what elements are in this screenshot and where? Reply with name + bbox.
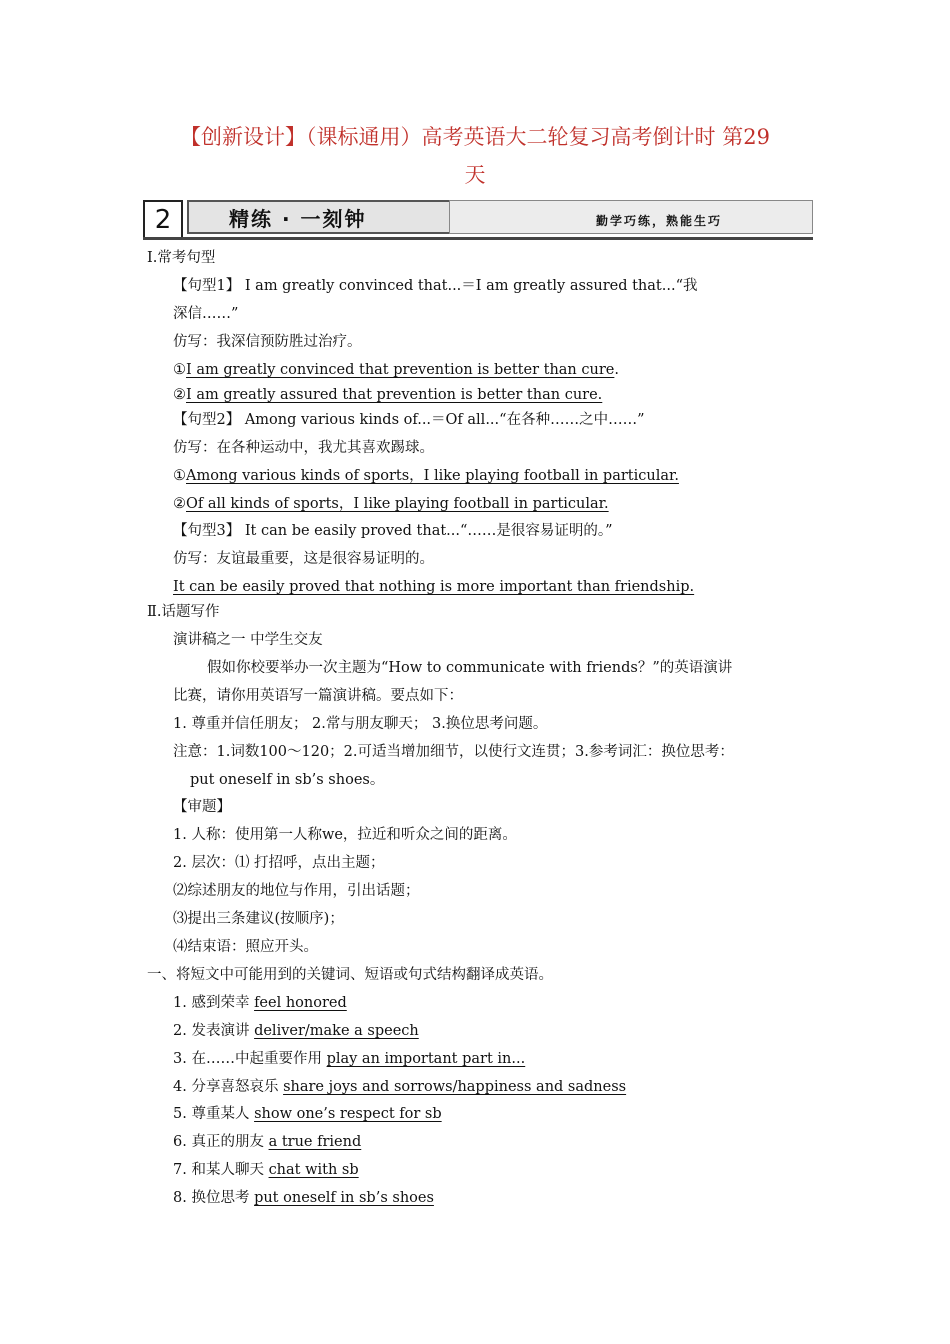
vocab-label: 3. 在……中起重要作用 xyxy=(173,1051,322,1067)
task-paragraph-1: 假如你校要举办一次主题为“How to communicate with friends？”的英语演讲 xyxy=(207,660,733,676)
answer-prefix: ② xyxy=(173,387,186,403)
pattern-3: 【句型3】 It can be easily proved that...“……是很容易证明的。” xyxy=(173,523,613,539)
pattern-1-cont: 深信……” xyxy=(173,306,239,322)
task-notes-cont: put oneself in sb’s shoes。 xyxy=(190,772,385,788)
vocab-answer: deliver/make a speech xyxy=(254,1023,419,1039)
document-title-line2: 天 xyxy=(464,163,486,187)
task-points: 1. 尊重并信任朋友； 2.常与朋友聊天； 3.换位思考问题。 xyxy=(173,716,548,732)
section-title: 精练 · 一刻钟 xyxy=(187,200,483,234)
heading-topic-writing: Ⅱ.话题写作 xyxy=(147,604,220,620)
vocab-item xyxy=(173,1104,442,1124)
answer-1a xyxy=(173,360,619,380)
vocab-answer: put oneself in sb’s shoes xyxy=(254,1190,434,1206)
section-slogan: 勤学巧练，熟能生巧 xyxy=(449,200,813,234)
vocab-label: 5. 尊重某人 xyxy=(173,1106,250,1122)
vocab-item xyxy=(173,1160,359,1180)
vocab-label: 6. 真正的朋友 xyxy=(173,1134,264,1150)
review-1: 1. 人称：使用第一人称we，拉近和听众之间的距离。 xyxy=(173,827,517,843)
review-heading: 【审题】 xyxy=(173,799,231,815)
banner-rule xyxy=(143,237,813,240)
topic-title: 演讲稿之一 中学生交友 xyxy=(173,632,323,648)
pattern-1-exercise: 仿写：我深信预防胜过治疗。 xyxy=(173,334,362,350)
vocab-item xyxy=(173,1077,626,1097)
vocab-label: 1. 感到荣幸 xyxy=(173,995,250,1011)
heading-sentence-patterns: Ⅰ.常考句型 xyxy=(147,250,216,266)
review-2-4: ⑷结束语：照应开头。 xyxy=(173,939,318,955)
vocab-label: 4. 分享喜怒哀乐 xyxy=(173,1079,279,1095)
answer-3 xyxy=(173,577,694,597)
task-notes: 注意：1.词数100～120；2.可适当增加细节，以使行文连贯；3.参考词汇：换位思考： xyxy=(173,744,734,760)
answer-text: I am greatly assured that prevention is better than cure. xyxy=(186,387,603,403)
task-paragraph-2: 比赛，请你用英语写一篇演讲稿。要点如下： xyxy=(173,688,463,704)
answer-1b xyxy=(173,385,602,405)
vocab-answer: feel honored xyxy=(254,995,347,1011)
vocab-label: 8. 换位思考 xyxy=(173,1190,250,1206)
answer-text: It can be easily proved that nothing is more important than friendship. xyxy=(173,579,695,595)
answer-text: Among various kinds of sports，I like playing football in particular. xyxy=(186,468,679,484)
vocab-item xyxy=(173,1049,525,1069)
answer-2b xyxy=(173,494,609,514)
pattern-2: 【句型2】 Among various kinds of...＝Of all...“在各种……之中……” xyxy=(173,412,645,428)
pattern-2-exercise: 仿写：在各种运动中，我尤其喜欢踢球。 xyxy=(173,440,434,456)
vocab-label: 2. 发表演讲 xyxy=(173,1023,250,1039)
answer-prefix: ① xyxy=(173,468,186,484)
vocab-answer: play an important part in... xyxy=(326,1051,526,1067)
vocab-label: 7. 和某人聊天 xyxy=(173,1162,264,1178)
review-2: 2. 层次：⑴ 打招呼，点出主题； xyxy=(173,855,385,871)
answer-prefix: ① xyxy=(173,362,186,378)
vocab-answer: chat with sb xyxy=(268,1162,359,1178)
vocab-item xyxy=(173,1188,434,1208)
section-number: 2 xyxy=(143,200,183,240)
vocab-answer: a true friend xyxy=(268,1134,362,1150)
translate-heading: 一、将短文中可能用到的关键词、短语或句式结构翻译成英语。 xyxy=(147,967,553,983)
vocab-item xyxy=(173,1021,419,1041)
answer-text: Of all kinds of sports，I like playing football in particular. xyxy=(186,496,609,512)
review-2-3: ⑶提出三条建议(按顺序)； xyxy=(173,911,344,927)
document-title-line1: 【创新设计】（课标通用）高考英语大二轮复习高考倒计时 第29 xyxy=(180,125,770,149)
answer-text: I am greatly convinced that prevention is better than cure xyxy=(186,362,615,378)
answer-2a xyxy=(173,466,679,486)
vocab-item xyxy=(173,993,347,1013)
answer-prefix: ② xyxy=(173,496,186,512)
pattern-1: 【句型1】 I am greatly convinced that...＝I am greatly assured that...“我 xyxy=(173,278,698,294)
answer-suffix: . xyxy=(614,362,619,378)
vocab-answer: share joys and sorrows/happiness and sadness xyxy=(283,1079,627,1095)
vocab-item xyxy=(173,1132,361,1152)
document-title xyxy=(140,118,810,194)
vocab-answer: show one’s respect for sb xyxy=(254,1106,442,1122)
pattern-3-exercise: 仿写：友谊最重要，这是很容易证明的。 xyxy=(173,551,434,567)
section-banner xyxy=(143,200,813,238)
review-2-2: ⑵综述朋友的地位与作用，引出话题； xyxy=(173,883,420,899)
